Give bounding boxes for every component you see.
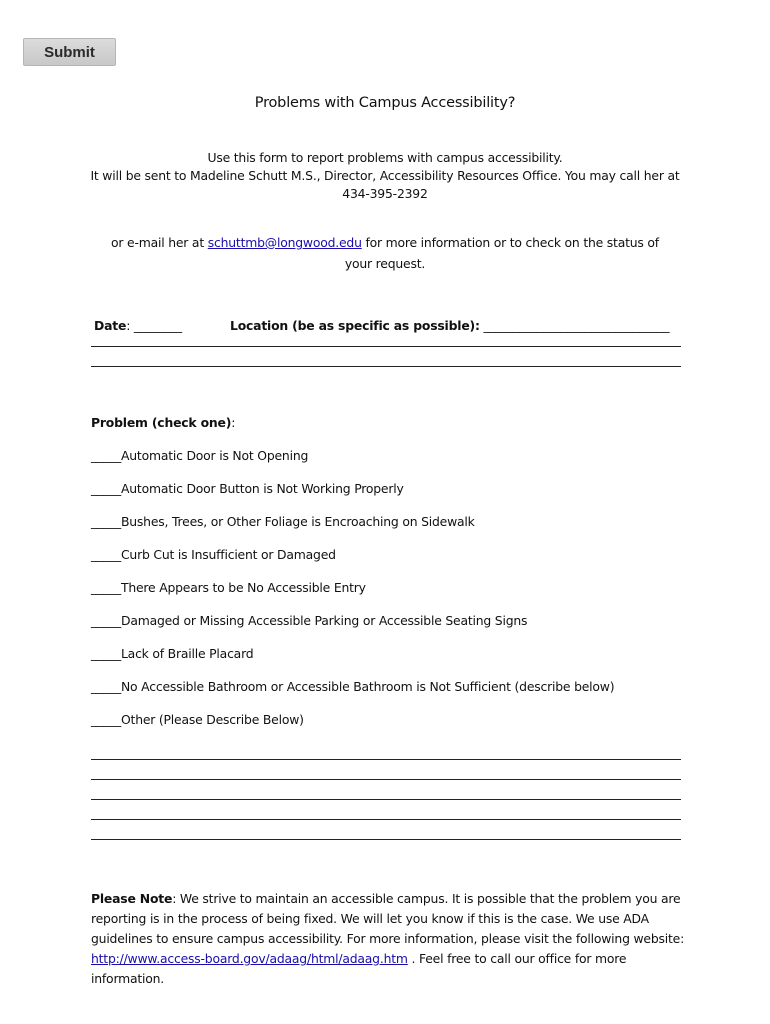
option-parking-signs[interactable]: _____Damaged or Missing Accessible Parking or Accessible Seating Signs [91, 613, 528, 628]
description-line[interactable] [91, 839, 681, 840]
location-line[interactable] [91, 366, 681, 367]
option-bathroom[interactable]: _____No Accessible Bathroom or Accessible Bathroom is Not Sufficient (describe below) [91, 679, 615, 694]
note-text-end: . Feel free to call our office for more information. [91, 951, 627, 986]
date-blank: : ________ [126, 318, 182, 333]
ada-guidelines-link[interactable]: http://www.access-board.gov/adaag/html/adaag.htm [91, 951, 408, 966]
option-no-entry[interactable]: _____There Appears to be No Accessible Entry [91, 580, 366, 595]
description-line[interactable] [91, 799, 681, 800]
option-other[interactable]: _____Other (Please Describe Below) [91, 712, 304, 727]
email-line-2: your request. [344, 256, 426, 271]
submit-button[interactable]: Submit [23, 38, 116, 66]
intro-line-2: It will be sent to Madeline Schutt M.S., Director, Accessibility Resources Office. You may call her at [90, 168, 680, 183]
option-door-button[interactable]: _____Automatic Door Button is Not Working Properly [91, 481, 404, 496]
description-line[interactable] [91, 819, 681, 820]
problem-heading [91, 415, 235, 430]
option-foliage[interactable]: _____Bushes, Trees, or Other Foliage is Encroaching on Sidewalk [91, 514, 475, 529]
please-note [91, 889, 691, 989]
email-line [0, 235, 770, 250]
phone-number: 434-395-2392 [342, 186, 428, 201]
email-prefix: or e-mail her at [111, 235, 208, 250]
email-link[interactable]: schuttmb@longwood.edu [207, 235, 362, 250]
location-label: Location (be as specific as possible): [230, 318, 480, 333]
intro-line-1: Use this form to report problems with campus accessibility. [207, 150, 563, 165]
option-braille[interactable]: _____Lack of Braille Placard [91, 646, 254, 661]
location-line[interactable] [91, 346, 681, 347]
date-field[interactable] [94, 318, 182, 333]
date-label: Date [94, 318, 127, 333]
form-title: Problems with Campus Accessibility? [254, 95, 516, 111]
option-curb-cut[interactable]: _____Curb Cut is Insufficient or Damaged [91, 547, 336, 562]
location-field[interactable] [230, 318, 669, 333]
description-line[interactable] [91, 759, 681, 760]
note-label: Please Note [91, 891, 173, 906]
location-blank: _______________________________ [479, 318, 670, 333]
problem-heading-label: Problem (check one) [91, 415, 232, 430]
description-line[interactable] [91, 779, 681, 780]
note-text: : We strive to maintain an accessible campus. It is possible that the problem you are reporting is in the process of being fixed. We will let you know if this is the case. We use ADA guidelines to ensure campus accessibility. For more information, please visit the following website: [91, 891, 685, 946]
email-suffix: for more information or to check on the status of [361, 235, 659, 250]
option-automatic-door[interactable]: _____Automatic Door is Not Opening [91, 448, 309, 463]
problem-heading-colon: : [231, 415, 236, 430]
